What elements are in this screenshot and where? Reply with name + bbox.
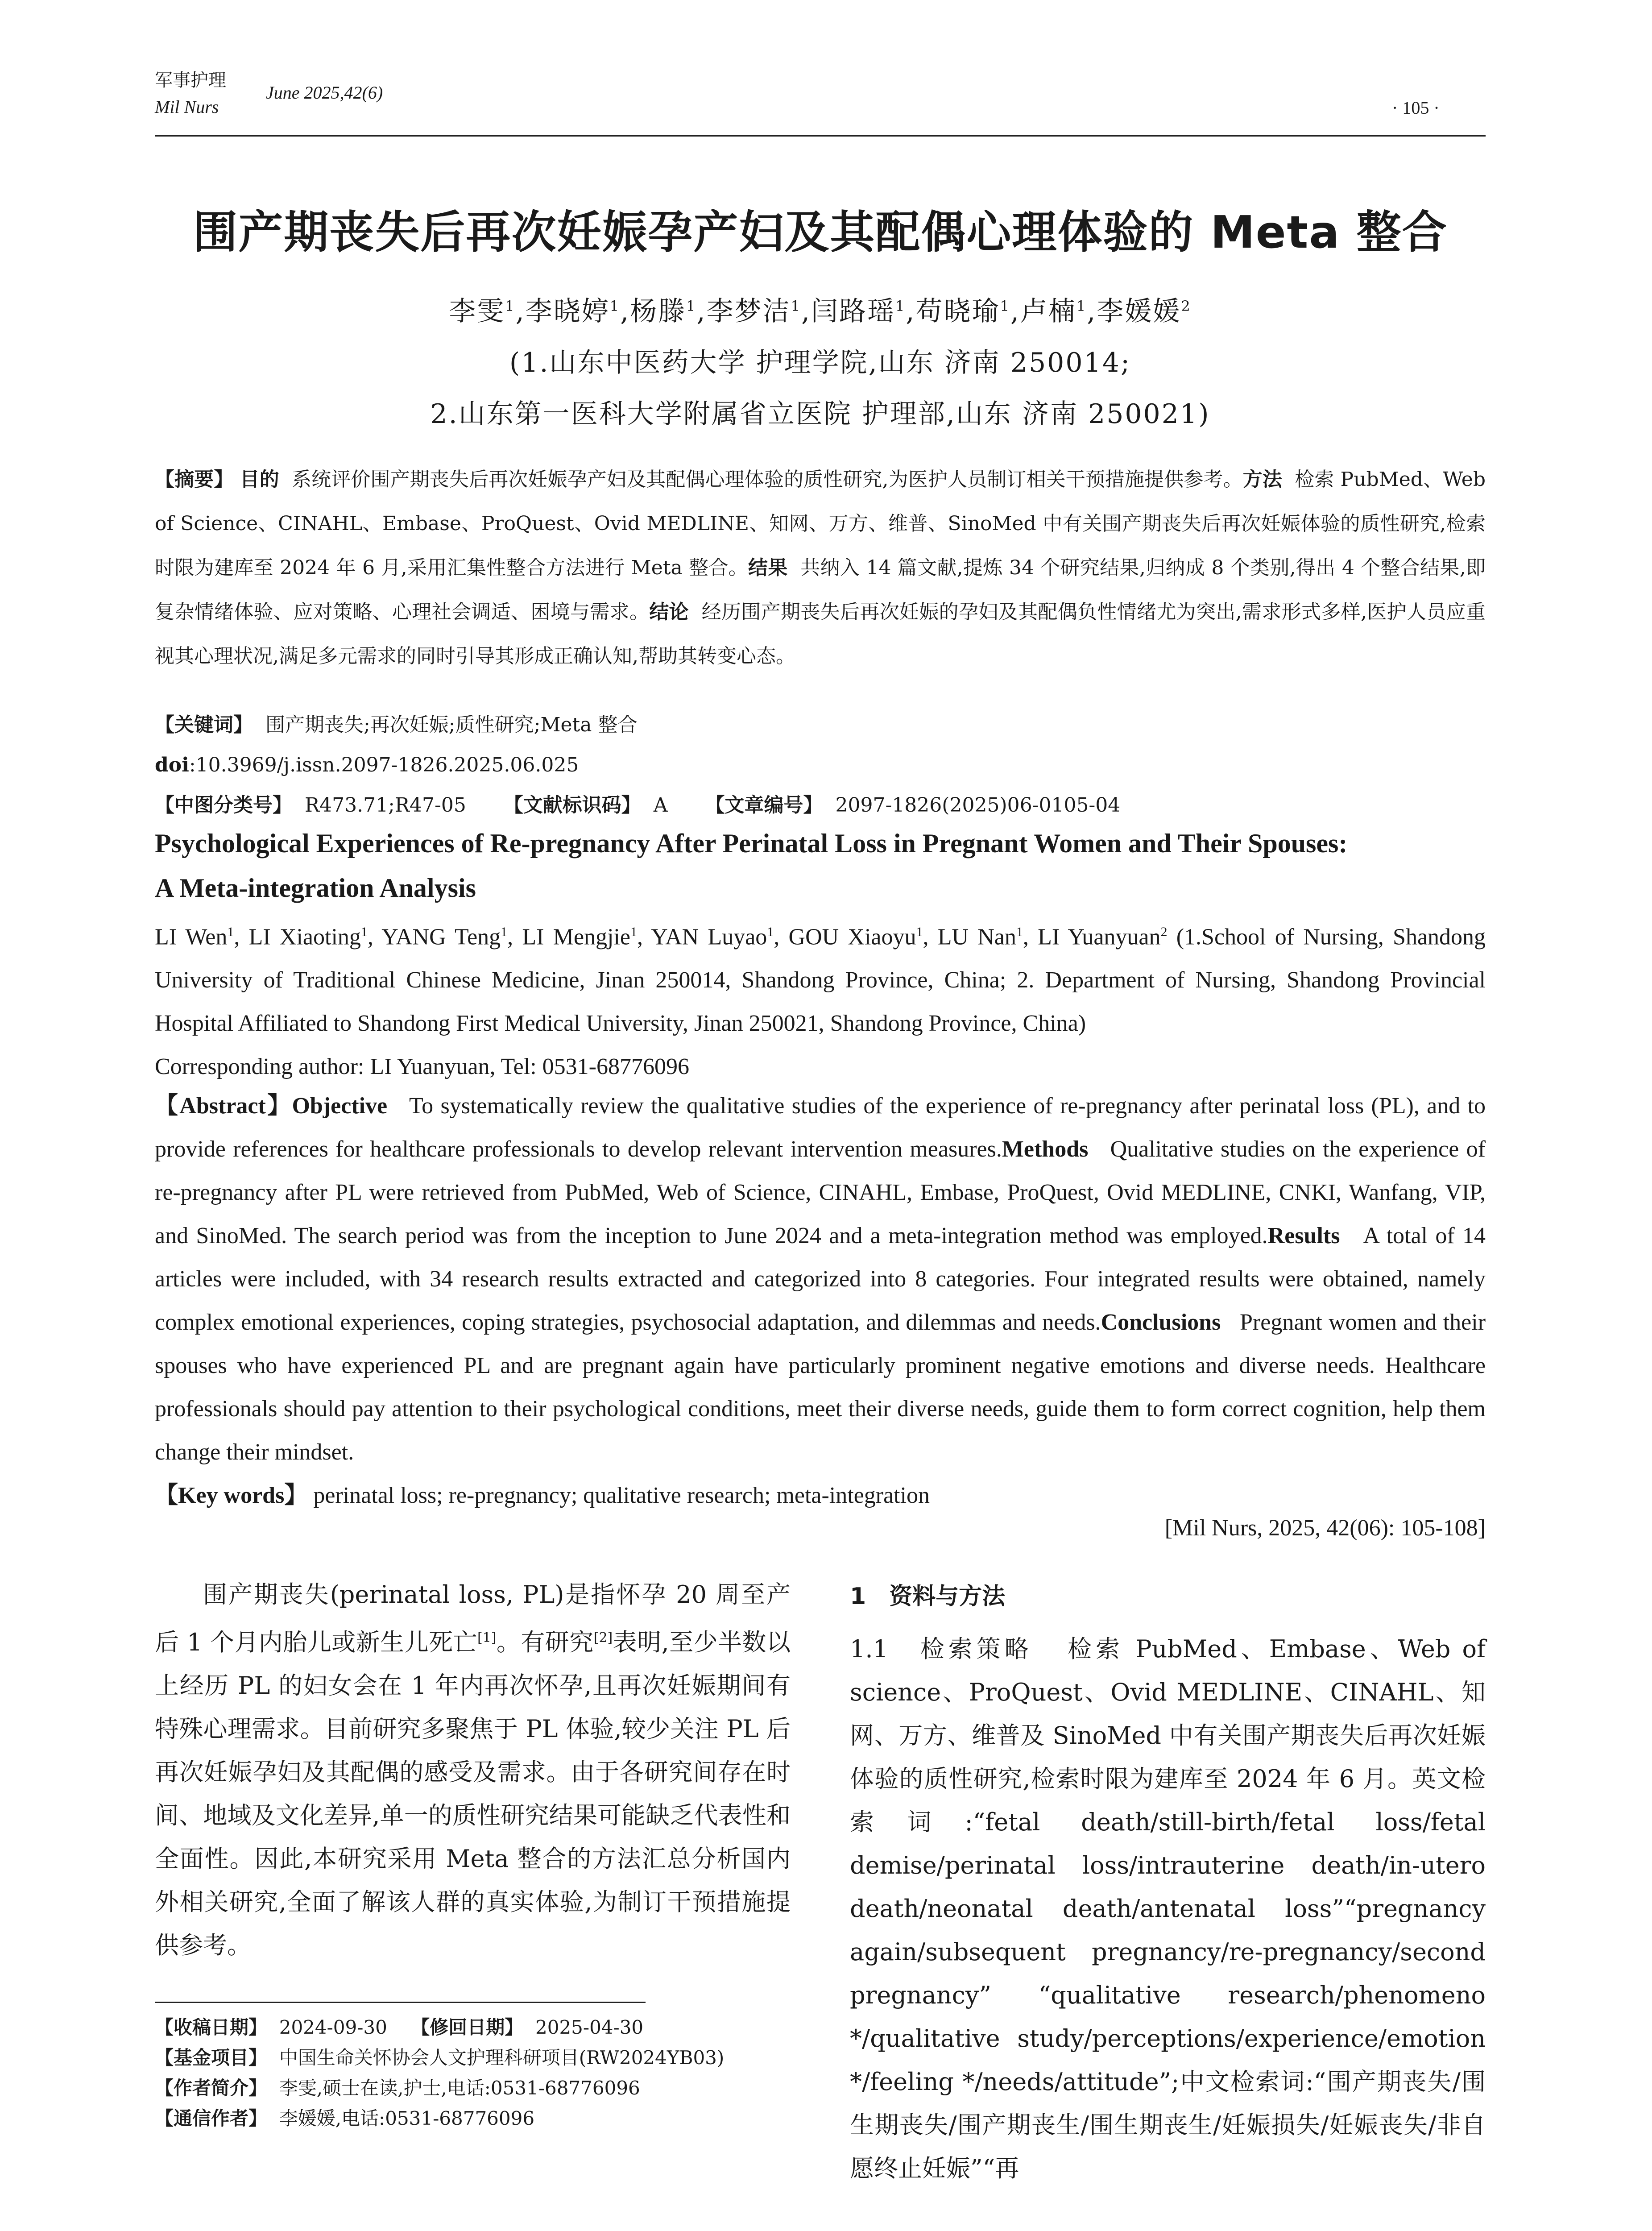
keywords-cn: 【关键词】 围产期丧失;再次妊娠;质性研究;Meta 整合 bbox=[155, 713, 638, 736]
subsection-heading: 1.1 检索策略 bbox=[850, 1635, 1033, 1663]
body-left-column: 围产期丧失(perinatal loss, PL)是指怀孕 20 周至产后 1 个月内胎儿或新生儿死亡[1]。有研究[2]表明,至少半数以上经历 PL 的妇女会在 1 年内再次怀孕,且再次妊娠期间有特殊心理需求。目前研究多聚焦于 PL 体验,较少关注 PL 后再次妊娠孕妇及其配偶的感受及需求。由于各研究间存在时间、地域及文化差异,单一的质性研究结果可能缺乏代表性和全面性。因此,本研究采用 Meta 整合的方法汇总分析国内外相关研究,全面了解该人群的真实体验,为制订干预措施提供参考。 bbox=[155, 1580, 791, 1959]
citation: [Mil Nurs, 2025, 42(06): 105-108] bbox=[1164, 1515, 1486, 1541]
footnote-corresponding: 【通信作者】 李媛媛,电话:0531-68776096 bbox=[155, 2107, 535, 2129]
objective-label-cn: 目的 bbox=[240, 468, 279, 491]
article-title: 围产期丧失后再次妊娠孕产妇及其配偶心理体验的 Meta 整合 bbox=[193, 206, 1448, 258]
affiliation-line-1: (1.山东中医药大学 护理学院,山东 济南 250014; bbox=[509, 347, 1131, 378]
footnote-funding: 【基金项目】 中国生命关怀协会人文护理科研项目(RW2024YB03) bbox=[155, 2047, 725, 2069]
methods-label-cn: 方法 bbox=[1242, 468, 1282, 491]
footnote-author-bio: 【作者简介】 李雯,硕士在读,护士,电话:0531-68776096 bbox=[155, 2077, 640, 2099]
journal-name-en: Mil Nurs bbox=[155, 97, 219, 117]
reference-marker: [2] bbox=[593, 1630, 613, 1646]
author-list: 李雯$^1$,李晓婷$^1$,杨滕$^1$,李梦洁$^1$,闫路瑶$^1$,苟晓瑜$^1$,卢楠$^1$,李媛媛$^2$ bbox=[449, 296, 1192, 327]
section-heading: 1 资料与方法 bbox=[850, 1583, 1006, 1610]
footnote-dates: 【收稿日期】 2024-09-30 【修回日期】 2025-04-30 bbox=[155, 2016, 644, 2038]
author: 李媛媛 bbox=[1097, 296, 1181, 327]
author: 杨滕 bbox=[630, 296, 687, 327]
reference-marker: [1] bbox=[477, 1630, 497, 1646]
authors-en: LI Wen$^1$, LI Xiaoting$^1$, YANG Teng$^1$, LI Mengjie$^1$, YAN Luyao$^1$, GOU Xiaoyu$^1$, LU Nan$^1$, LI Yuanyuan$^2$ (1.School of Nursing, Shandong University of Traditional Chinese Medicine, Jinan 250014, Shandong Province, China; 2. Department of Nursing, Shandong Provincial Hospital Affiliated to Shandong First Medical University, Jinan 250021, Shandong Province, China) Corresponding author: LI Yuanyuan, Tel: 0531-68776096 bbox=[155, 910, 1486, 1088]
classification: 【中图分类号】 R473.71;R47-05 【文献标识码】 A 【文章编号】 2097-1826(2025)06-0105-04 bbox=[155, 794, 1121, 817]
author: 苟晓瑜 bbox=[915, 296, 1000, 327]
author: 李晓婷 bbox=[525, 296, 610, 327]
header-rule bbox=[155, 135, 1486, 137]
abstract-cn-label: 【摘要】 bbox=[155, 468, 234, 491]
author: 卢楠 bbox=[1020, 296, 1076, 327]
conclusion-label-cn: 结论 bbox=[649, 601, 689, 623]
body-right-column: 1 资料与方法 1.1 检索策略 检索 PubMed、Embase、Web of science、ProQuest、Ovid MEDLINE、CINAHL、知网、万方、维普及 SinoMed 中有关围产期丧失后再次妊娠体验的质性研究,检索时限为建库至 2024 年 6 月。英文检索词:“fetal death/still-birth/fetal loss/fetal demise/perinatal loss/intrauterine death/in-utero death/neonatal death/antenatal loss”“pregnancy again/subsequent pregnancy/re-pregnancy/second pregnancy” “qualitative research/phenomeno */qualitative study/perceptions/experience/emotion */feeling */needs/attitude”;中文检索词:“围产期丧失/围生期丧失/围产期丧生/围生期丧生/妊娠损失/妊娠丧失/非自愿终止妊娠”“再 bbox=[850, 1575, 1486, 2190]
journal-name-cn: 军事护理 bbox=[155, 70, 226, 91]
results-label-cn: 结果 bbox=[748, 556, 788, 579]
abstract-en: 【Abstract】Objective To systematically review the qualitative studies of the experience of re-pregnancy after perinatal loss (PL), and to provide references for healthcare professionals to develop relevant intervention measures.Methods Qualitative studies on the experience of re-pregnancy after PL were retrieved from PubMed, Web of Science, CINAHL, Embase, ProQuest, Ovid MEDLINE, CNKI, Wanfang, VIP, and SinoMed. The search period was from the inception to June 2024 and a meta-integration method was employed.Results A total of 14 articles were included, with 34 research results extracted and categorized into 8 categories. Four integrated results were obtained, namely complex emotional experiences, coping strategies, psychosocial adaptation, and dilemmas and needs.Conclusions Pregnant women and their spouses who have experienced PL and are pregnant again have particularly prominent negative emotions and diverse needs. Healthcare professionals should pay attention to their psychological conditions, meet their diverse needs, guide them to form correct cognition, help them change their mindset. 【Key words】 perinatal loss; re-pregnancy; qualitative research; meta-integration bbox=[155, 1084, 1486, 1517]
keywords-en: 【Key words】 perinatal loss; re-pregnancy; qualitative research; meta-integration bbox=[155, 1483, 930, 1508]
affiliation-line-2: 2.山东第一医科大学附属省立医院 护理部,山东 济南 250021) bbox=[430, 398, 1210, 430]
abstract-cn: 【摘要】 目的 系统评价围产期丧失后再次妊娠孕产妇及其配偶心理体验的质性研究,为医护人员制订相关干预措施提供参考。方法 检索 PubMed、Web of Science、CINAHL、Embase、ProQuest、Ovid MEDLINE、知网、万方、维普、SinoMed 中有关围产期丧失后再次妊娠体验的质性研究,检索时限为建库至 2024 年 6 月,采用汇集性整合方法进行 Meta 整合。结果 共纳入 14 篇文献,提炼 34 个研究结果,归纳成 8 个类别,得出 4 个整合结果,即复杂情绪体验、应对策略、心理社会调适、困境与需求。结论 经历围产期丧失后再次妊娠的孕妇及其配偶负性情绪尤为突出,需求形式多样,医护人员应重视其心理状况,满足多元需求的同时引导其形成正确认知,帮助其转变心态。 bbox=[155, 468, 1486, 668]
journal-issue: June 2025,42(6) bbox=[266, 83, 383, 103]
corresponding-author: Corresponding author: LI Yuanyuan, Tel: 0531-68776096 bbox=[155, 1054, 689, 1080]
footnotes bbox=[155, 2012, 797, 2134]
author: 李梦洁 bbox=[706, 296, 791, 327]
article-title-en: Psychological Experiences of Re-pregnancy After Perinatal Loss in Pregnant Women and Their Spouses: A Meta-integration Analysis bbox=[155, 829, 1348, 903]
doi: doi:10.3969/j.issn.2097-1826.2025.06.025 bbox=[155, 754, 579, 776]
affiliation-en: (1.School of Nursing, Shandong University of Traditional Chinese Medicine, Jinan 250014, Shandong Province, China; 2. Department of Nursing, Shandong Provincial Hospital Affiliated to Shandong First Medical University, Jinan 250021, Shandong Province, China) bbox=[155, 924, 1486, 1037]
abstract-en-label: 【Abstract】 bbox=[155, 1093, 292, 1119]
author: 闫路瑶 bbox=[811, 296, 896, 327]
page-number: · 105 · bbox=[1392, 98, 1440, 118]
author: 李雯 bbox=[449, 296, 505, 327]
footnote-rule bbox=[155, 2002, 646, 2003]
